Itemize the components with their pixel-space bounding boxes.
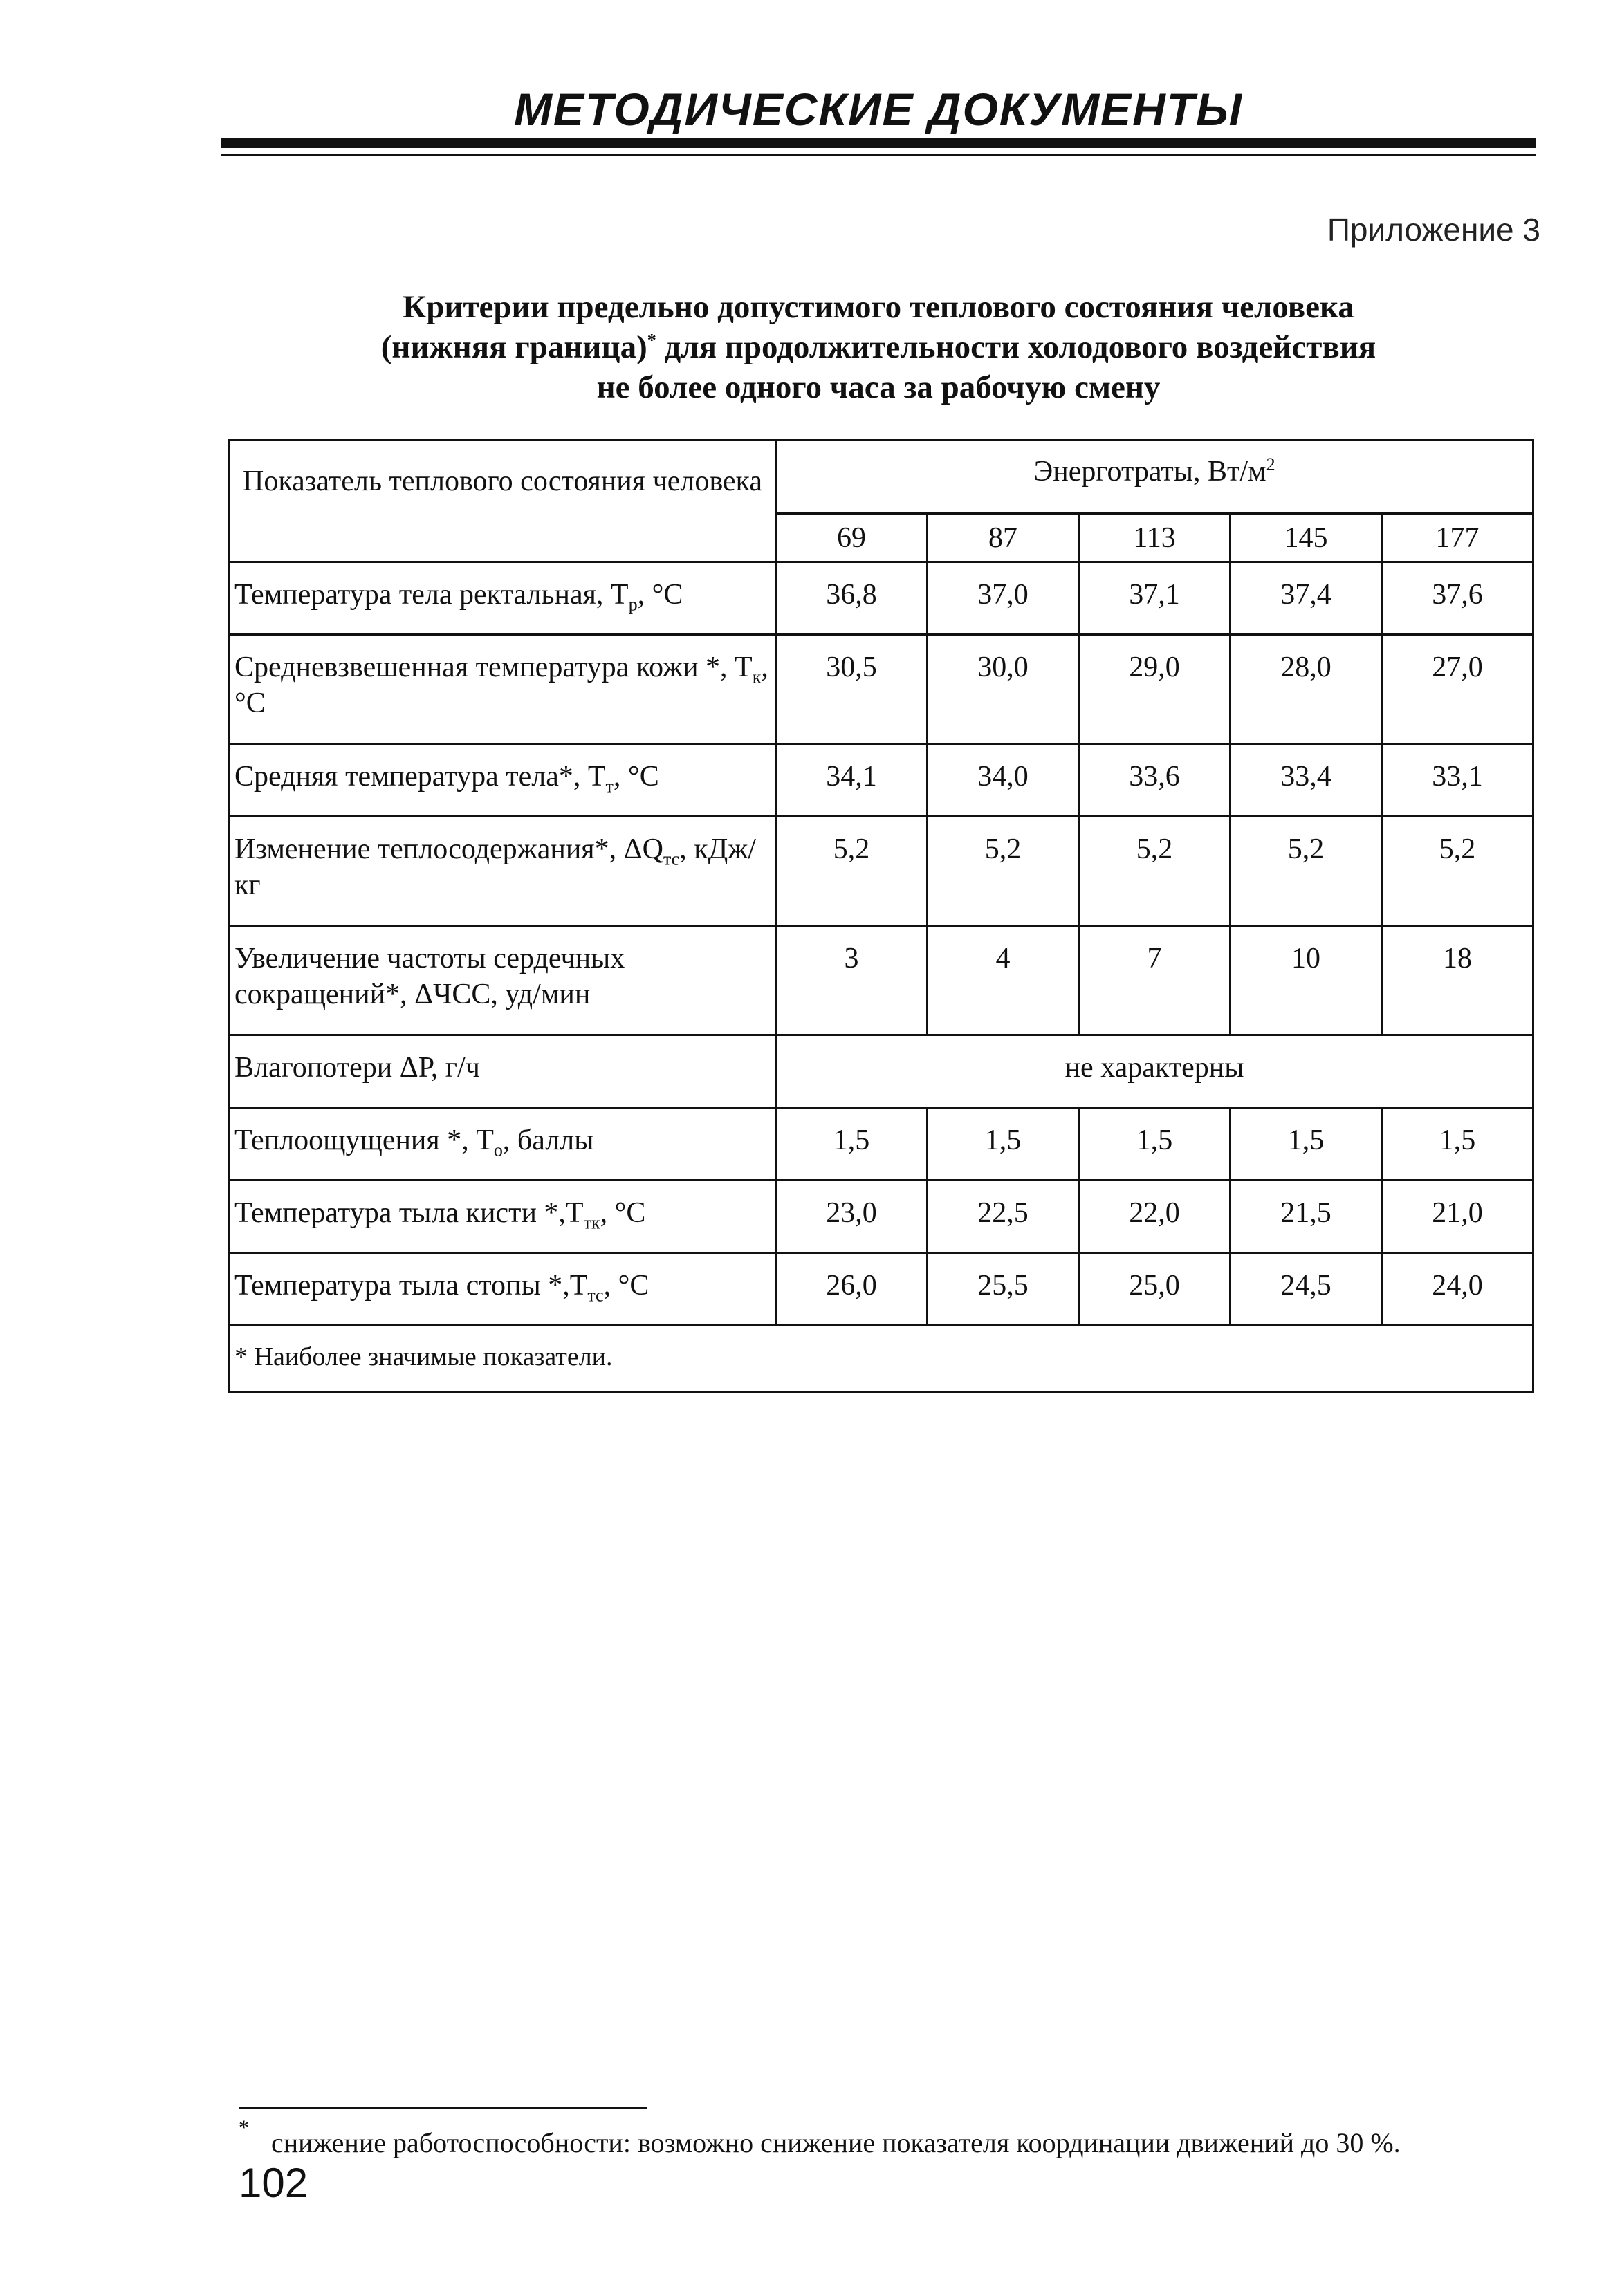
indicator-label-unit: , °С: [234, 651, 768, 719]
value-cell: 27,0: [1382, 635, 1533, 744]
table-row: [230, 1181, 1533, 1253]
value-cell: 29,0: [1079, 635, 1231, 744]
table-row: [230, 1108, 1533, 1181]
header-energy-text: Энерготраты, Вт/м: [1033, 456, 1266, 488]
header-energy-exponent: 2: [1266, 454, 1275, 474]
indicator-label-unit: , кДж/кг: [234, 833, 756, 901]
energy-level: 69: [776, 514, 928, 562]
table-note: * Наиболее значимые показатели.: [230, 1326, 1533, 1392]
indicator-label: [230, 635, 776, 744]
table-row: [230, 817, 1533, 926]
table-row: [230, 635, 1533, 744]
value-cell: 21,5: [1231, 1181, 1382, 1253]
value-cell: 34,1: [776, 744, 928, 817]
header-rule-thin: [221, 154, 1536, 156]
value-cell: 3: [776, 926, 928, 1035]
indicator-label: [230, 1253, 776, 1326]
indicator-label: [230, 1181, 776, 1253]
value-cell: 24,5: [1231, 1253, 1382, 1326]
indicator-label: [230, 817, 776, 926]
value-cell: 22,0: [1079, 1181, 1231, 1253]
value-cell: 5,2: [1079, 817, 1231, 926]
energy-level: 113: [1079, 514, 1231, 562]
footnote-rule: [239, 2107, 647, 2109]
table-row: [230, 926, 1533, 1035]
indicator-label: [230, 926, 776, 1035]
indicator-label-subscript: т: [605, 776, 614, 797]
value-cell: 1,5: [928, 1108, 1079, 1181]
indicator-label-text: Температура тыла стопы *,Т: [234, 1270, 588, 1302]
value-cell: 33,6: [1079, 744, 1231, 817]
value-cell: 37,4: [1231, 562, 1382, 635]
energy-level: 145: [1231, 514, 1382, 562]
title-line-1: Критерии предельно допустимого теплового состояния человека: [403, 289, 1354, 325]
header-rule: [221, 138, 1536, 148]
value-cell: 1,5: [1079, 1108, 1231, 1181]
value-cell: 10: [1231, 926, 1382, 1035]
value-cell: 33,1: [1382, 744, 1533, 817]
energy-level: 177: [1382, 514, 1533, 562]
indicator-label-text: Увеличение частоты сердечных сокращений*, ΔЧСС, уд/мин: [234, 943, 625, 1010]
value-cell: 25,5: [928, 1253, 1079, 1326]
value-cell: 5,2: [928, 817, 1079, 926]
indicator-label: [230, 562, 776, 635]
indicator-label: [230, 744, 776, 817]
title-footnote-mark: *: [647, 330, 656, 351]
indicator-label-text: Температура тела ректальная, Т: [234, 579, 629, 611]
value-cell: 21,0: [1382, 1181, 1533, 1253]
running-header: МЕТОДИЧЕСКИЕ ДОКУМЕНТЫ: [513, 84, 1244, 135]
page-number: 102: [239, 2160, 308, 2206]
criteria-table: [228, 439, 1534, 1393]
energy-level: 87: [928, 514, 1079, 562]
value-cell: 7: [1079, 926, 1231, 1035]
indicator-label-unit: , °С: [613, 761, 659, 793]
value-cell: 37,1: [1079, 562, 1231, 635]
value-cell: 5,2: [1231, 817, 1382, 926]
footnote-mark: *: [239, 2116, 249, 2139]
value-cell: 1,5: [776, 1108, 928, 1181]
title-line-2-a: (нижняя граница): [380, 329, 647, 365]
header-indicator: Показатель теплового состояния человека: [230, 441, 776, 562]
indicator-label-subscript: тс: [587, 1285, 604, 1306]
indicator-label-subscript: о: [493, 1140, 503, 1160]
table-row: [230, 1253, 1533, 1326]
value-cell: 30,0: [928, 635, 1079, 744]
value-cell: 37,6: [1382, 562, 1533, 635]
value-cell: 37,0: [928, 562, 1079, 635]
indicator-label-subscript: тс: [663, 849, 680, 869]
appendix-label: Приложение 3: [1327, 212, 1540, 248]
value-cell: 28,0: [1231, 635, 1382, 744]
value-cell: 5,2: [1382, 817, 1533, 926]
indicator-label-subscript: тк: [583, 1212, 600, 1233]
indicator-label-text: Изменение теплосодержания*, ΔQ: [234, 833, 663, 865]
value-cell: 22,5: [928, 1181, 1079, 1253]
indicator-label-unit: , °С: [603, 1270, 649, 1302]
value-cell: 34,0: [928, 744, 1079, 817]
value-cell: 4: [928, 926, 1079, 1035]
footnote-text: снижение работоспособности: возможно снижение показателя координации движений до 30 %.: [271, 2127, 1401, 2158]
indicator-label-unit: , °С: [637, 579, 683, 611]
indicator-label: [230, 1035, 776, 1108]
value-cell: 23,0: [776, 1181, 928, 1253]
indicator-label-text: Теплоощущения *, Т: [234, 1124, 494, 1156]
value-cell: 26,0: [776, 1253, 928, 1326]
indicator-label-text: Средняя температура тела*, Т: [234, 761, 606, 793]
title-line-2: [235, 327, 1522, 367]
indicator-label-unit: , баллы: [502, 1124, 594, 1156]
value-cell: 36,8: [776, 562, 928, 635]
value-cell: 33,4: [1231, 744, 1382, 817]
value-cell: 1,5: [1382, 1108, 1533, 1181]
value-cell: 24,0: [1382, 1253, 1533, 1326]
indicator-label-text: Температура тыла кисти *,Т: [234, 1197, 584, 1229]
value-cell: 25,0: [1079, 1253, 1231, 1326]
title-line-2-b: для продолжительности холодового воздействия: [656, 329, 1376, 365]
table-row: [230, 1035, 1533, 1108]
value-cell: 18: [1382, 926, 1533, 1035]
value-cell-merged: не характерны: [776, 1035, 1533, 1108]
title-line-3: не более одного часа за рабочую смену: [596, 369, 1161, 405]
value-cell: 1,5: [1231, 1108, 1382, 1181]
table-row: [230, 744, 1533, 817]
indicator-label-text: Влагопотери ΔР, г/ч: [234, 1052, 480, 1084]
document-title: [235, 287, 1522, 407]
header-energy: [776, 441, 1533, 514]
value-cell: 5,2: [776, 817, 928, 926]
table-row: [230, 562, 1533, 635]
indicator-label-unit: , °С: [600, 1197, 646, 1229]
indicator-label-text: Средневзвешенная температура кожи *, Т: [234, 651, 753, 683]
indicator-label: [230, 1108, 776, 1181]
value-cell: 30,5: [776, 635, 928, 744]
indicator-label-subscript: к: [752, 667, 762, 687]
indicator-label-subscript: р: [628, 594, 638, 615]
table-note-row: [230, 1326, 1533, 1392]
